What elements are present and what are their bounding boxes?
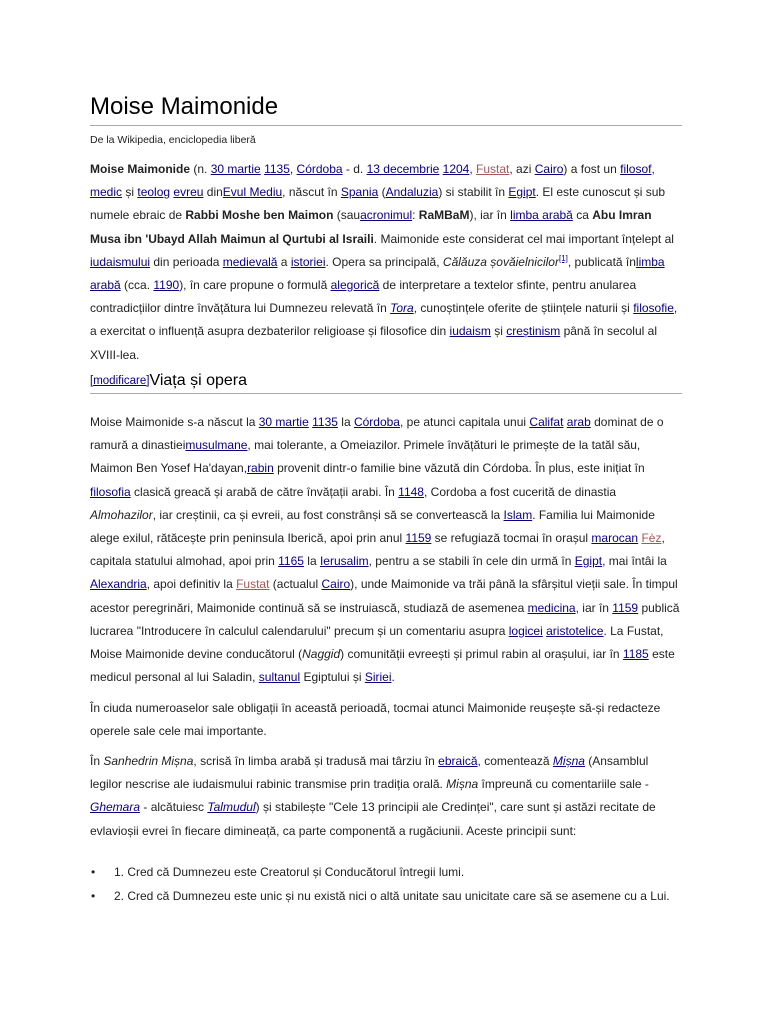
link-ebraica[interactable]: ebraică — [438, 754, 478, 768]
text: clasică greacă și arabă de către învățații arabi. În — [130, 484, 399, 499]
link-rabin[interactable]: rabin — [247, 461, 274, 476]
text: , apoi definitiv la — [146, 577, 237, 592]
link-death-year[interactable]: 1204 — [442, 162, 470, 176]
footnote-link[interactable]: [1] — [558, 253, 568, 263]
link-limba-araba-2[interactable]: limba arabă — [90, 254, 665, 293]
text: , azi — [509, 162, 535, 176]
text: ), în care propune o formulă — [179, 278, 331, 293]
paragraph-works: În ciuda numeroaselor sale obligații în această perioadă, tocmai atunci Maimonide reușește să-și redacteze operele sale cele mai importante. — [90, 701, 661, 739]
link-egipt[interactable]: Egipt — [574, 554, 603, 569]
text: ) comunității evreești și primul rabin al orașului, iar în — [340, 647, 623, 662]
list-item-text: 2. Cred că Dumnezeu este unic și nu există nici o altă unitate sau unicitate care să se asemene cu a Lui. — [114, 889, 670, 903]
text: și — [490, 324, 507, 339]
link-filosofie[interactable]: filosofie — [633, 301, 674, 316]
link-cordoba[interactable]: Córdoba — [353, 415, 400, 429]
text: și — [122, 185, 138, 200]
text: Moise Maimonide s-a născut la — [90, 415, 259, 429]
link-teolog[interactable]: teolog — [137, 185, 171, 200]
link-cairo[interactable]: Cairo — [534, 162, 564, 176]
text: . Familia lui Maimonide alege exilul, rătăcește prin peninsula Iberică, apoi prin anul — [90, 507, 655, 546]
text: , — [469, 162, 477, 176]
link-1159-b[interactable]: 1159 — [612, 600, 639, 615]
link-date[interactable]: 30 martie — [258, 415, 309, 429]
link-evul-mediu[interactable]: Evul Mediu — [222, 185, 283, 200]
text: împreună cu comentariile sale - — [478, 777, 649, 792]
text: la — [303, 554, 320, 569]
link-birth-date[interactable]: 30 martie — [210, 162, 261, 176]
link-alegorica[interactable]: alegorică — [330, 278, 380, 293]
link-marocan[interactable]: marocan — [591, 531, 639, 546]
link-spania[interactable]: Spania — [340, 185, 379, 200]
text: : — [412, 208, 419, 223]
link-fustat[interactable]: Fustat — [236, 577, 270, 592]
text: În — [90, 754, 104, 768]
list-item — [90, 860, 682, 884]
link-medic[interactable]: medic — [90, 185, 123, 200]
link-arab[interactable]: arab — [566, 415, 591, 429]
text: , scrisă în limba arabă și tradusă mai târziu în — [193, 754, 439, 768]
text: , iar creștinii, ca și evreii, au fost constrânși să se convertească la — [152, 507, 504, 522]
text: ca — [572, 208, 593, 223]
link-istoriei[interactable]: istoriei — [290, 254, 326, 269]
text: , pe atunci capitala unui — [399, 415, 530, 429]
arabic-name: Abu Imran Musa ibn 'Ubayd Allah Maimun al Qurtubi al Israili — [90, 208, 652, 246]
text: , capitala statului almohad, apoi prin — [90, 531, 665, 569]
text: provenit dintr-o familie bine văzută din Córdoba. În plus, este inițiat în — [273, 461, 645, 476]
link-talmudul[interactable]: Talmudul — [207, 800, 256, 815]
text: la — [337, 415, 354, 429]
text: . Opera sa principală, — [325, 254, 443, 269]
link-birth-year[interactable]: 1135 — [264, 162, 290, 176]
link-egipt[interactable]: Egipt — [508, 185, 536, 200]
link-cairo[interactable]: Cairo — [321, 577, 351, 592]
section-title: Viața și opera — [149, 372, 247, 389]
text: ), iar în — [469, 208, 511, 223]
text: este medicul personal al lui Saladin, — [90, 647, 675, 685]
link-medicina[interactable]: medicina — [527, 600, 576, 615]
text: ), unde Maimonide va trăi până la sfârșitul vieții sale. În timpul acestor peregrinări, Maimonide continuă să se instruiască, studiază de asemenea — [90, 577, 678, 615]
link-limba-araba[interactable]: limba arabă — [510, 208, 573, 223]
text: , Cordoba a fost cucerită de dinastia — [423, 484, 617, 499]
text: . La Fustat, Moise Maimonide devine conducătorul ( — [90, 623, 664, 662]
text: ) si stabilit în — [438, 185, 509, 200]
text: din perioada — [150, 254, 223, 269]
work-title: Călăuza șovăielnicilor — [442, 254, 559, 269]
link-siriei[interactable]: Siriei — [364, 670, 392, 685]
link-alexandria[interactable]: Alexandria — [90, 577, 147, 592]
link-ghemara[interactable]: Ghemara — [90, 800, 141, 815]
title-naggid: Naggid — [302, 647, 341, 662]
link-fustat[interactable]: Fustat — [476, 162, 510, 176]
text: dominat de o ramură a dinastiei — [90, 415, 664, 453]
text: publică lucrarea "Introducere în calculul calendarului" precum și un comentariu asupra — [90, 600, 680, 638]
link-misna[interactable]: Mișna — [552, 754, 585, 768]
section-heading — [90, 372, 682, 394]
link-andaluzia[interactable]: Andaluzia — [385, 185, 439, 200]
link-crestinism[interactable]: creștinism — [506, 324, 561, 339]
link-iudaismului[interactable]: iudaismului — [90, 254, 151, 269]
text: , pentru a se stabili în cele din urmă în — [368, 554, 575, 569]
paragraph-principles — [90, 750, 682, 843]
page-subtitle: De la Wikipedia, enciclopedia liberă — [90, 134, 256, 146]
text: - d. — [342, 162, 367, 176]
text: Egiptului și — [300, 670, 365, 685]
page-title: Moise Maimonide — [90, 93, 682, 126]
text: (sau — [333, 208, 361, 223]
text: . — [391, 670, 395, 685]
text: , născut în — [282, 185, 341, 200]
text: . El este cunoscut și sub numele ebraic de — [90, 185, 666, 223]
text: . Maimonide este considerat cel mai important înțelept al — [373, 231, 674, 246]
text: se refugiază tocmai în orașul — [431, 531, 592, 546]
edit-section-link[interactable]: [modificare] — [90, 375, 150, 387]
link-filosof[interactable]: filosof — [620, 162, 652, 176]
link-1159[interactable]: 1159 — [405, 531, 432, 546]
text: , — [289, 162, 297, 176]
text: , publicată în — [567, 254, 636, 269]
text: , comentează — [477, 754, 553, 768]
link-sultanul[interactable]: sultanul — [258, 670, 301, 685]
list-item-text: 1. Cred că Dumnezeu este Creatorul și Conducătorul întregii lumi. — [114, 865, 465, 879]
text: , cunoștințele oferite de științele naturii și — [413, 301, 634, 316]
text: ) și stabilește "Cele 13 principii ale Credinței", care sunt și astăzi recitate de evlavioșii evrei în fiecare dimineață, ca parte componentă a rugăciunii. Aceste principii sunt: — [90, 800, 656, 838]
text: ) a fost un — [563, 162, 621, 176]
intro-paragraph — [90, 158, 682, 367]
text: (actualul — [269, 577, 322, 592]
link-1185[interactable]: 1185 — [622, 647, 649, 662]
link-ierusalim[interactable]: Ierusalim — [319, 554, 369, 569]
text: până în secolul al XVIII-lea. — [90, 324, 657, 362]
text: , mai întâi la — [602, 554, 667, 569]
biography-paragraph — [90, 411, 682, 689]
link-islam[interactable]: Islam — [503, 507, 533, 522]
link-1148[interactable]: 1148 — [398, 484, 424, 499]
work-title-misna: Mișna — [446, 777, 479, 792]
link-tora[interactable]: Tora — [390, 301, 414, 316]
text: (cca. — [120, 278, 154, 293]
link-1165[interactable]: 1165 — [278, 554, 304, 569]
link-cordoba[interactable]: Córdoba — [296, 162, 343, 176]
link-medievala[interactable]: medievală — [222, 254, 278, 269]
link-iudaism[interactable]: iudaism — [449, 324, 491, 339]
text: ( — [378, 185, 386, 200]
link-califat[interactable]: Califat — [529, 415, 564, 429]
text: , — [651, 162, 655, 176]
link-death-date[interactable]: 13 decembrie — [366, 162, 440, 176]
link-logicei[interactable]: logicei — [508, 623, 543, 638]
hebrew-name: Rabbi Moshe ben Maimon — [185, 208, 334, 223]
bullet-icon: • — [91, 889, 96, 903]
dynasty-name: Almohazilor — [90, 507, 153, 522]
text: (n. — [190, 162, 211, 176]
list-item — [90, 884, 682, 908]
principles-list — [90, 860, 682, 908]
link-evreu[interactable]: evreu — [173, 185, 204, 200]
text: , a exercitat o influență asupra dezbaterilor religioase și filosofice din — [90, 301, 678, 339]
link-1190[interactable]: 1190 — [153, 278, 180, 293]
link-acronimul[interactable]: acronimul — [360, 208, 413, 223]
work-title: Sanhedrin Mișna — [103, 754, 194, 768]
text: de interpretare a textelor sfinte, pentru anularea contradicțiilor dintre învățătura lui Dumnezeu relevată în — [90, 278, 637, 316]
text: , mai tolerante, a Omeiazilor. Primele învățături le primește de la tatăl său, Maimon Ben Yosef Ha'dayan, — [90, 438, 641, 476]
text: a — [277, 254, 291, 269]
link-aristotelice[interactable]: aristotelice — [546, 623, 604, 638]
link-musulmane[interactable]: musulmane — [185, 438, 248, 453]
text: din — [203, 185, 223, 200]
article-name: Moise Maimonide — [90, 162, 191, 176]
text: , iar în — [575, 600, 613, 615]
bullet-icon: • — [91, 865, 96, 879]
text: (Ansamblul legilor nescrise ale iudaismului rabinic transmise prin tradiția orală. — [90, 754, 649, 792]
link-year[interactable]: 1135 — [312, 415, 338, 429]
link-fez[interactable]: Fèz — [641, 531, 662, 546]
link-filosofia[interactable]: filosofia — [90, 484, 131, 499]
acronym: RaMBaM — [418, 208, 470, 223]
text: - alcătuiesc — [140, 800, 208, 815]
